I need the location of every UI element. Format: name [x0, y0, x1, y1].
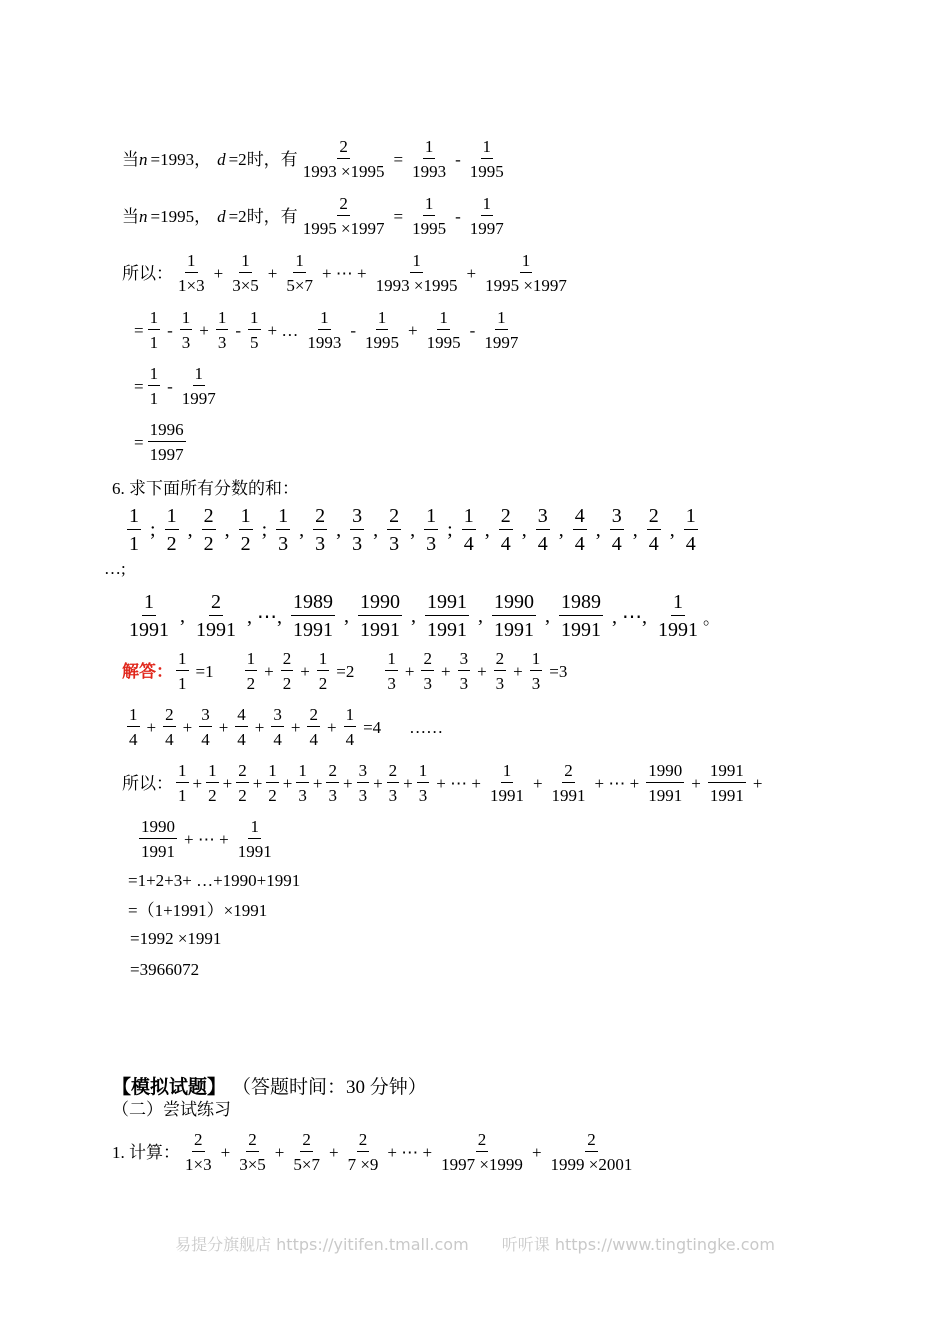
fraction: $\frac{1}{2}$ [240, 505, 251, 555]
result-line: = $\frac{1996}{1997}$ [134, 420, 184, 464]
fraction: $\frac{1989}{1991}$ [561, 591, 601, 641]
section-title: 【模拟试题】 [112, 1077, 227, 1098]
fraction: $\frac{1990}{1991}$ [648, 761, 683, 805]
fraction: $\frac{2}{1993 \times 1995}$ [302, 137, 385, 181]
fraction: $\frac{1}{1\times 3}$ [178, 251, 205, 295]
fraction: $\frac{1}{2}$ [208, 761, 217, 805]
fraction: $\frac{1}{3}$ [278, 505, 289, 555]
text: …; [104, 559, 126, 578]
fraction: $\frac{2}{3}$ [315, 505, 326, 555]
var-d: d [217, 206, 226, 226]
fraction: $\frac{1}{1997}$ [469, 194, 504, 238]
answer-sum-line: 所以： $\frac{1}{1}$ + $\frac{1}{2}$ + $\frac{2}{2}$ + $\frac{1}{2}$ + $\frac{1}{3}$ + $\frac{2}{3}$ + $\frac{3}{3}$ + $\frac{2}{3}$ + $\frac{1}{3}$ + ⋯ + $\frac{1}{1991}$ + $\frac{2}{1991}$ + ⋯ + $\frac{1990}{1991}$ + $\frac{1991}{1991}$ + [122, 761, 763, 805]
fraction: $\frac{1}{3}$ [217, 308, 227, 352]
fraction: $\frac{1}{3\times 5}$ [232, 251, 259, 295]
text: 6. 求下面所有分数的和： [112, 479, 299, 498]
question-1: 1. 计算： $\frac{2}{1\times 3}$ + $\frac{2}{3\times 5}$ + $\frac{2}{5\times 7}$ + $\frac{2}{7 \times 9}$ + ⋯ + $\frac{2}{1997 \times 1999}$ + $\frac{2}{1999 \times 2001}$ [112, 1130, 633, 1174]
fraction: $\frac{2}{4}$ [165, 705, 174, 749]
fraction: $\frac{2}{4}$ [309, 705, 318, 749]
fraction: $\frac{1}{1993}$ [412, 137, 447, 181]
fraction: $\frac{1}{4}$ [685, 505, 696, 555]
text: 时，有 [246, 149, 298, 169]
text: 当 [122, 206, 139, 226]
fraction: $\frac{1}{5}$ [250, 308, 259, 352]
fraction: $\frac{1991}{1991}$ [709, 761, 744, 805]
text: （二）尝试练习 [112, 1100, 231, 1119]
fraction: $\frac{2}{3}$ [328, 761, 337, 805]
text: 所以： [122, 263, 173, 283]
fraction: $\frac{1}{1993 \times 1995}$ [375, 251, 458, 295]
fraction: $\frac{1990}{1991}$ [141, 817, 175, 861]
fraction: $\frac{1}{3}$ [531, 649, 541, 693]
text: 所以： [122, 773, 173, 793]
text: =2 [228, 206, 247, 226]
fraction: $\frac{1}{1991}$ [237, 817, 272, 861]
fraction: $\frac{1}{2}$ [246, 649, 256, 693]
fraction: $\frac{1}{1995}$ [426, 308, 461, 352]
text: =1+2+3+ …+1990+1991 [128, 871, 301, 890]
sequence-continuation [104, 560, 126, 577]
fraction: $\frac{4}{4}$ [237, 705, 246, 749]
fraction: $\frac{2}{1991}$ [196, 591, 236, 641]
fraction: $\frac{1989}{1991}$ [293, 591, 333, 641]
text: =1992 ×1991 [130, 929, 222, 948]
fraction: $\frac{2}{3}$ [423, 649, 432, 693]
telescoping-line: = $\frac{1}{1}$ - $\frac{1}{3}$ + $\frac{1}{3}$ - $\frac{1}{5}$ + … $\frac{1}{1993}$ - $\frac{1}{1995}$ + $\frac{1}{1995}$ - $\frac{1}{1997}$ [134, 308, 519, 352]
fraction: $\frac{1}{1}$ [149, 364, 159, 408]
fraction: $\frac{2}{3\times 5}$ [239, 1130, 266, 1174]
fraction: $\frac{3}{4}$ [537, 505, 548, 555]
fraction: $\frac{1}{2}$ [318, 649, 328, 693]
simplified-line: = $\frac{1}{1}$ - $\frac{1}{1997}$ [134, 364, 216, 408]
fraction: $\frac{2}{4}$ [500, 505, 511, 555]
fraction: $\frac{1}{4}$ [129, 705, 138, 749]
fraction: $\frac{2}{3}$ [389, 505, 400, 555]
text: =1993， [150, 149, 212, 169]
fraction: $\frac{1}{5\times 7}$ [286, 251, 313, 295]
fraction: $\frac{4}{4}$ [574, 505, 585, 555]
fraction: $\frac{2}{1\times 3}$ [185, 1130, 212, 1174]
fraction: $\frac{1}{3}$ [426, 505, 437, 555]
sum-step-2 [128, 902, 267, 919]
fraction: $\frac{1}{1993}$ [307, 308, 342, 352]
fraction: $\frac{2}{1995 \times 1997}$ [302, 194, 385, 238]
fraction: $\frac{2}{2}$ [282, 649, 292, 693]
question-6-title [112, 480, 299, 497]
sum-step-3 [130, 930, 221, 947]
case-n-1995: 当 n =1995， d =2 时，有 $\frac{2}{1995 \times 1997}$ = $\frac{1}{1995}$ - $\frac{1}{1997}$ [122, 194, 504, 238]
fraction: $\frac{1991}{1991}$ [427, 591, 467, 641]
text: =（1+1991）×1991 [128, 901, 268, 920]
fraction: $\frac{1990}{1991}$ [494, 591, 534, 641]
fraction: $\frac{1}{3}$ [181, 308, 191, 352]
fraction: $\frac{1}{1997}$ [484, 308, 519, 352]
answer-line-2: $\frac{1}{4}$ + $\frac{2}{4}$ + $\frac{3}{4}$ + $\frac{4}{4}$ + $\frac{3}{4}$ + $\frac{2}{4}$ + $\frac{1}{4}$ =4 …… [129, 705, 444, 749]
fraction: $\frac{1}{1}$ [178, 761, 187, 805]
fraction: $\frac{1}{3}$ [298, 761, 307, 805]
fraction: $\frac{3}{4}$ [611, 505, 622, 555]
fraction: $\frac{1}{1991}$ [489, 761, 524, 805]
fraction: $\frac{2}{7 \times 9}$ [347, 1130, 379, 1174]
fraction: $\frac{1}{3}$ [387, 649, 396, 693]
footer-watermark [0, 1232, 950, 1255]
fraction: $\frac{2}{4}$ [648, 505, 659, 555]
fraction: $\frac{1}{1995}$ [365, 308, 400, 352]
fraction: $\frac{1}{1}$ [129, 505, 139, 555]
fraction: $\frac{2}{3}$ [495, 649, 505, 693]
case-n-1993: 当 n =1993， d =2 时，有 $\frac{2}{1993 \times 1995}$ = $\frac{1}{1993}$ - $\frac{1}{1995}$ [122, 137, 504, 181]
text: 时，有 [246, 206, 298, 226]
fraction: $\frac{1}{1991}$ [658, 591, 698, 641]
answer-label: 解答： [122, 661, 173, 681]
fraction-sequence-row1: $\frac{1}{1}$ ; $\frac{1}{2}$ , $\frac{2}{2}$ , $\frac{1}{2}$ ; $\frac{1}{3}$ , $\frac{2}{3}$ , $\frac{3}{3}$ , $\frac{2}{3}$ , $\frac{1}{3}$ ; $\frac{1}{4}$ , $\frac{2}{4}$ , $\frac{3}{4}$ , $\frac{4}{4}$ , $\frac{3}{4}$ , $\frac{2}{4}$ , $\frac{1}{4}$ [129, 505, 696, 555]
fraction: $\frac{2}{2}$ [238, 761, 247, 805]
fraction: $\frac{1}{1995}$ [412, 194, 447, 238]
fraction: $\frac{1}{1}$ [149, 308, 159, 352]
fraction: $\frac{2}{1999 \times 2001}$ [550, 1130, 633, 1174]
fraction-sequence-row2: $\frac{1}{1991}$ , $\frac{2}{1991}$ , ⋯, $\frac{1989}{1991}$ , $\frac{1990}{1991}$ , $\frac{1991}{1991}$ , $\frac{1990}{1991}$ , $\frac{1989}{1991}$ , ⋯, $\frac{1}{1991}$ 。 [129, 591, 720, 641]
fraction: $\frac{3}{4}$ [273, 705, 282, 749]
fraction: $\frac{1}{2}$ [166, 505, 177, 555]
fraction: $\frac{2}{1991}$ [551, 761, 586, 805]
fraction: $\frac{3}{3}$ [459, 649, 469, 693]
subsection-heading [112, 1101, 231, 1118]
text: =1995， [150, 206, 212, 226]
fraction: $\frac{1}{2}$ [268, 761, 277, 805]
fraction: $\frac{2}{3}$ [388, 761, 398, 805]
fraction: $\frac{1}{1}$ [178, 649, 187, 693]
fraction: $\frac{1}{3}$ [418, 761, 428, 805]
mock-test-heading [112, 1072, 427, 1099]
footer-link-left[interactable]: 易提分旗舰店 https://yitifen.tmall.com [175, 1235, 469, 1254]
fraction: $\frac{1}{1995 \times 1997}$ [485, 251, 567, 295]
fraction: $\frac{1996}{1997}$ [149, 420, 184, 464]
footer-link-right[interactable]: 听听课 https://www.tingtingke.com [501, 1235, 775, 1254]
var-n: n [139, 206, 148, 226]
fraction: $\frac{1990}{1991}$ [360, 591, 400, 641]
fraction: $\frac{1}{1991}$ [129, 591, 169, 641]
fraction: $\frac{1}{4}$ [345, 705, 355, 749]
fraction: $\frac{2}{5\times 7}$ [293, 1130, 320, 1174]
sum-step-1 [128, 872, 300, 889]
fraction: $\frac{1}{4}$ [463, 505, 474, 555]
time-note: （答题时间：30 分钟） [232, 1077, 427, 1098]
text: =3966072 [130, 960, 200, 979]
so-sum-line: 所以： $\frac{1}{1\times 3}$ + $\frac{1}{3\times 5}$ + $\frac{1}{5\times 7}$ + ⋯ + $\frac{1}{1993 \times 1995}$ + $\frac{1}{1995 \times 1997}$ [122, 251, 567, 295]
fraction: $\frac{3}{3}$ [358, 761, 368, 805]
text: =2 [228, 149, 247, 169]
var-d: d [217, 149, 226, 169]
fraction: $\frac{2}{1997 \times 1999}$ [441, 1130, 523, 1174]
fraction: $\frac{3}{4}$ [201, 705, 210, 749]
text: 1. 计算： [112, 1142, 180, 1162]
fraction: $\frac{1}{1997}$ [181, 364, 216, 408]
sum-step-4 [130, 961, 199, 978]
text: 当 [122, 149, 139, 169]
fraction: $\frac{3}{3}$ [352, 505, 363, 555]
fraction: $\frac{2}{2}$ [203, 505, 214, 555]
var-n: n [139, 149, 148, 169]
text: …… [409, 717, 444, 737]
fraction: $\frac{1}{1995}$ [469, 137, 504, 181]
answer-line-1: 解答： $\frac{1}{1}$ =1 $\frac{1}{2}$ + $\frac{2}{2}$ + $\frac{1}{2}$ =2 $\frac{1}{3}$ + $\frac{2}{3}$ + $\frac{3}{3}$ + $\frac{2}{3}$ + $\frac{1}{3}$ =3 [122, 649, 568, 693]
answer-sum-line-cont: $\frac{1990}{1991}$ + ⋯ + $\frac{1}{1991}$ [141, 817, 272, 861]
